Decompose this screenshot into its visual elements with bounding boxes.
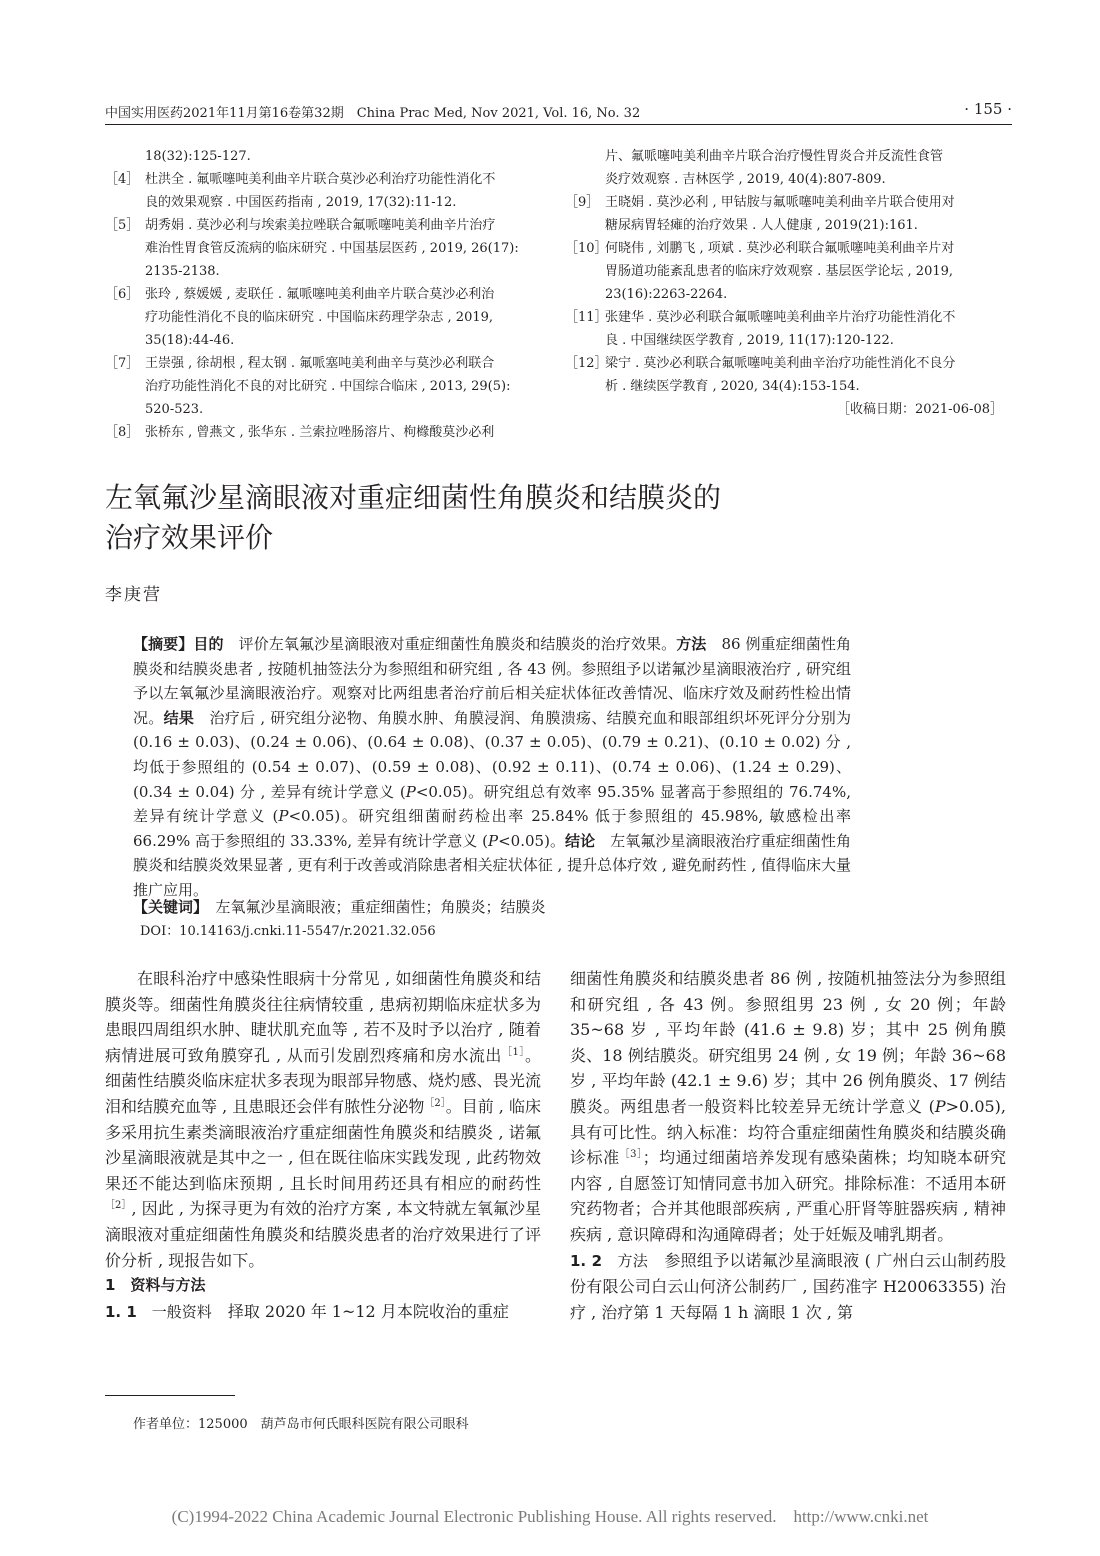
p-value-symbol: P [278, 807, 289, 826]
copyright-watermark: (C)1994-2022 China Academic Journal Electronic Publishing House. All rights reserved. http://www.cnki.net [171, 1507, 929, 1526]
keywords-label: 【关键词】 [133, 898, 201, 916]
references-left [105, 145, 545, 444]
results-text: <0.05)。研究组细菌耐药检出率 25.84% 低于参照组的 45.98%, 敏感检出率 66.29% 高于参照组的 33.33%, 差异有统计学意义 ( [133, 807, 851, 850]
footnote-rule [105, 1395, 235, 1396]
reference-item: ［12］ 梁宁 . 莫沙必利联合氟哌噻吨美利曲辛治疗功能性消化不良分 析 . 继续医学教育 , 2020, 34(4):153-154. [565, 356, 956, 394]
author-name: 李庚营 [105, 585, 162, 605]
citation-ref: ［3］ [619, 1149, 643, 1161]
reference-item: ［7］ 王崇强 , 徐胡根 , 程太钢 . 氟哌塞吨美利曲辛与莫沙必利联合 治疗功能性消化不良的对比研究 . 中国综合临床 , 2013, 29(5): 520-523. [105, 356, 511, 417]
conclusion-text: 左氧氟沙星滴眼液治疗重症细菌性角膜炎和结膜炎效果显著 , 更有利于改善或消除患者相关症状体征 , 提升总体疗效 , 避免耐药性 , 值得临床大量推广应用。 [133, 831, 851, 899]
results-text: 治疗后 , 研究组分泌物、角膜水肿、角膜浸润、角膜溃疡、结膜充血和眼部组织坏死评分分别为 (0.16 ± 0.03)、(0.24 ± 0.06)、(0.64 ± 0.08)、(0.37 ± 0.05)、(0.79 ± 0.21)、(0.10 ± 0.02) 分 , 均低于参照组的 (0.54 ± 0.07)、(0.59 ± 0.08)、(0.92 ± 0.11)、(0.74 ± 0.06)、(1.24 ± 0.29)、(0.34 ± 0.04) 分 , 差异有统计学意义 ( [133, 708, 851, 801]
header-rule [105, 124, 1012, 125]
body-column-left [105, 966, 541, 1325]
reference-item: 片、氟哌噻吨美利曲辛片联合治疗慢性胃炎合并反流性食管 炎疗效观察 . 吉林医学 , 2019, 40(4):807-809. [605, 149, 944, 187]
abstract [105, 632, 851, 903]
reference-item: ［8］ 张桥东 , 曾燕文 , 张华东 . 兰索拉唑肠溶片、枸橼酸莫沙必利 [105, 425, 495, 440]
p-value-symbol: P [934, 1096, 946, 1116]
body-paragraph: 1. 1 一般资料 择取 2020 年 1~12 月本院收治的重症 [105, 1301, 509, 1321]
author-affiliation: 作者单位：125000 葫芦岛市何氏眼科医院有限公司眼科 [133, 1417, 469, 1432]
keywords [133, 895, 546, 919]
results-text: <0.05)。 [498, 831, 566, 850]
objective-text: 评价左氧氟沙星滴眼液对重症细菌性角膜炎和结膜炎的治疗效果。 [223, 635, 677, 653]
citation-ref: ［2］ [105, 1200, 132, 1212]
reference-item: ［4］ 杜洪全 . 氟哌噻吨美利曲辛片联合莫沙必利治疗功能性消化不 良的效果观察 . 中国医药指南 , 2019, 17(32):11-12. [105, 172, 496, 210]
citation-ref: ［2］ [424, 1097, 446, 1109]
keywords-text: 左氧氟沙星滴眼液；重症细菌性；角膜炎；结膜炎 [200, 898, 546, 916]
references-right [565, 145, 1005, 421]
reference-item: 18(32):125-127. [145, 149, 251, 164]
p-value-symbol: P [405, 782, 416, 801]
p-value-symbol: P [488, 831, 499, 850]
methods-text: 86 例重症细菌性角膜炎和结膜炎患者 , 按随机抽签法分为参照组和研究组 , 各 43 例。参照组予以诺氟沙星滴眼液治疗 , 研究组予以左氧氟沙星滴眼液治疗。观察对比两组患者治疗前后相关症状体征改善情况、临床疗效及耐药性检出情况。 [133, 635, 851, 727]
reference-item: ［5］ 胡秀娟 . 莫沙必利与埃索美拉唑联合氟哌噻吨美利曲辛片治疗 难治性胃食管反流病的临床研究 . 中国基层医药 , 2019, 26(17): 2135-2138. [105, 218, 519, 279]
body-column-right [570, 966, 1006, 1325]
received-date: ［收稿日期：2021-06-08］ [837, 402, 1003, 417]
results-text: <0.05)。研究组总有效率 95.35% 显著高于参照组的 76.74%, 差异有统计学意义 ( [133, 782, 851, 826]
conclusion-label: 结论 [565, 831, 596, 850]
abstract-label: 【摘要】 [133, 635, 194, 653]
body-paragraph: 细菌性角膜炎和结膜炎患者 86 例 , 按随机抽签法分为参照组和研究组 , 各 43 例。参照组男 23 例 , 女 20 例；年龄 35~68 岁 , 平均年龄 (41.6 ± 9.8) 岁；其中 25 例角膜炎、18 例结膜炎。研究组男 24 例 , 女 19 例；年龄 36~68 岁 , 平均年龄 (42.1 ± 9.6) 岁；其中 26 例角膜炎、17 例结膜炎。两组患者一般资料比较差异无统计学意义 (P>0.05), 具有可比性。纳入标准：均符合重症细菌性角膜炎和结膜炎确诊标准$^{[3]}$；均通过细菌培养发现有感染菌株；均知晓本研究内容 , 自愿签订知情同意书加入研究。排除标准：不适用本研究药物者；合并其他眼部疾病 , 严重心肝肾等脏器疾病 , 精神疾病 , 意识障碍和沟通障碍者；处于妊娠及哺乳期者。 [570, 969, 1006, 1244]
page-number: · 155 · [964, 100, 1012, 118]
section-heading: 1 资料与方法 [105, 1276, 206, 1295]
article-title: 左氧氟沙星滴眼液对重症细菌性角膜炎和结膜炎的 治疗效果评价 [105, 481, 722, 554]
objective-label: 目的 [193, 635, 224, 653]
reference-item: ［10］ 何晓伟 , 刘鹏飞 , 项斌 . 莫沙必利联合氟哌噻吨美利曲辛片对 胃肠道功能紊乱患者的临床疗效观察 . 基层医学论坛 , 2019, 23(16):2263-2264. [565, 241, 955, 302]
reference-item: ［9］ 王晓娟 . 莫沙必利 , 甲钴胺与氟哌噻吨美利曲辛片联合使用对 糖尿病胃轻瘫的治疗效果 . 人人健康 , 2019(21):161. [565, 195, 955, 233]
reference-item: ［6］ 张玲 , 蔡媛媛 , 麦联任 . 氟哌噻吨美利曲辛片联合莫沙必利治 疗功能性消化不良的临床研究 . 中国临床药理学杂志 , 2019, 35(18):44-46. [105, 287, 495, 348]
methods-label: 方法 [676, 635, 707, 653]
citation-ref: ［1］ [501, 1046, 525, 1058]
body-paragraph: 在眼科治疗中感染性眼病十分常见 , 如细菌性角膜炎和结膜炎等。细菌性角膜炎往往病情较重 , 患病初期临床症状多为患眼四周组织水肿、睫状肌充血等 , 若不及时予以治疗 , 随着病情进展可致角膜穿孔 , 从而引发剧烈疼痛和房水流出$^{[1]}$。细菌性结膜炎临床症状多表现为眼部异物感、烧灼感、畏光流泪和结膜充血等 , 且患眼还会伴有脓性分泌物$^{[2]}$。目前 , 临床多采用抗生素类滴眼液治疗重症细菌性角膜炎和结膜炎 , 诺氟沙星滴眼液就是其中之一 , 但在既往临床实践发现 , 此药物效果还不能达到临床预期 , 且长时间用药还具有相应的耐药性$^{[2]}$, 因此 , 为探寻更为有效的治疗方案 , 本文特就左氧氟沙星滴眼液对重症细菌性角膜炎和结膜炎患者的治疗效果进行了评价分析 , 现报告如下。 [105, 969, 541, 1270]
doi: DOI：10.14163/j.cnki.11-5547/r.2021.32.056 [140, 924, 436, 939]
results-label: 结果 [163, 708, 195, 727]
reference-item: ［11］ 张建华 . 莫沙必利联合氟哌噻吨美利曲辛片治疗功能性消化不 良 . 中国继续医学教育 , 2019, 11(17):120-122. [565, 310, 956, 348]
body-paragraph: 1. 2 方法 参照组予以诺氟沙星滴眼液 ( 广州白云山制药股份有限公司白云山何济公制药厂 , 国药准字 H20063355) 治疗 , 治疗第 1 天每隔 1 h 滴眼 1 次 , 第 [570, 1250, 1006, 1322]
running-head: 中国实用医药2021年11月第16卷第32期 China Prac Med, Nov 2021, Vol. 16, No. 32 [105, 106, 641, 121]
